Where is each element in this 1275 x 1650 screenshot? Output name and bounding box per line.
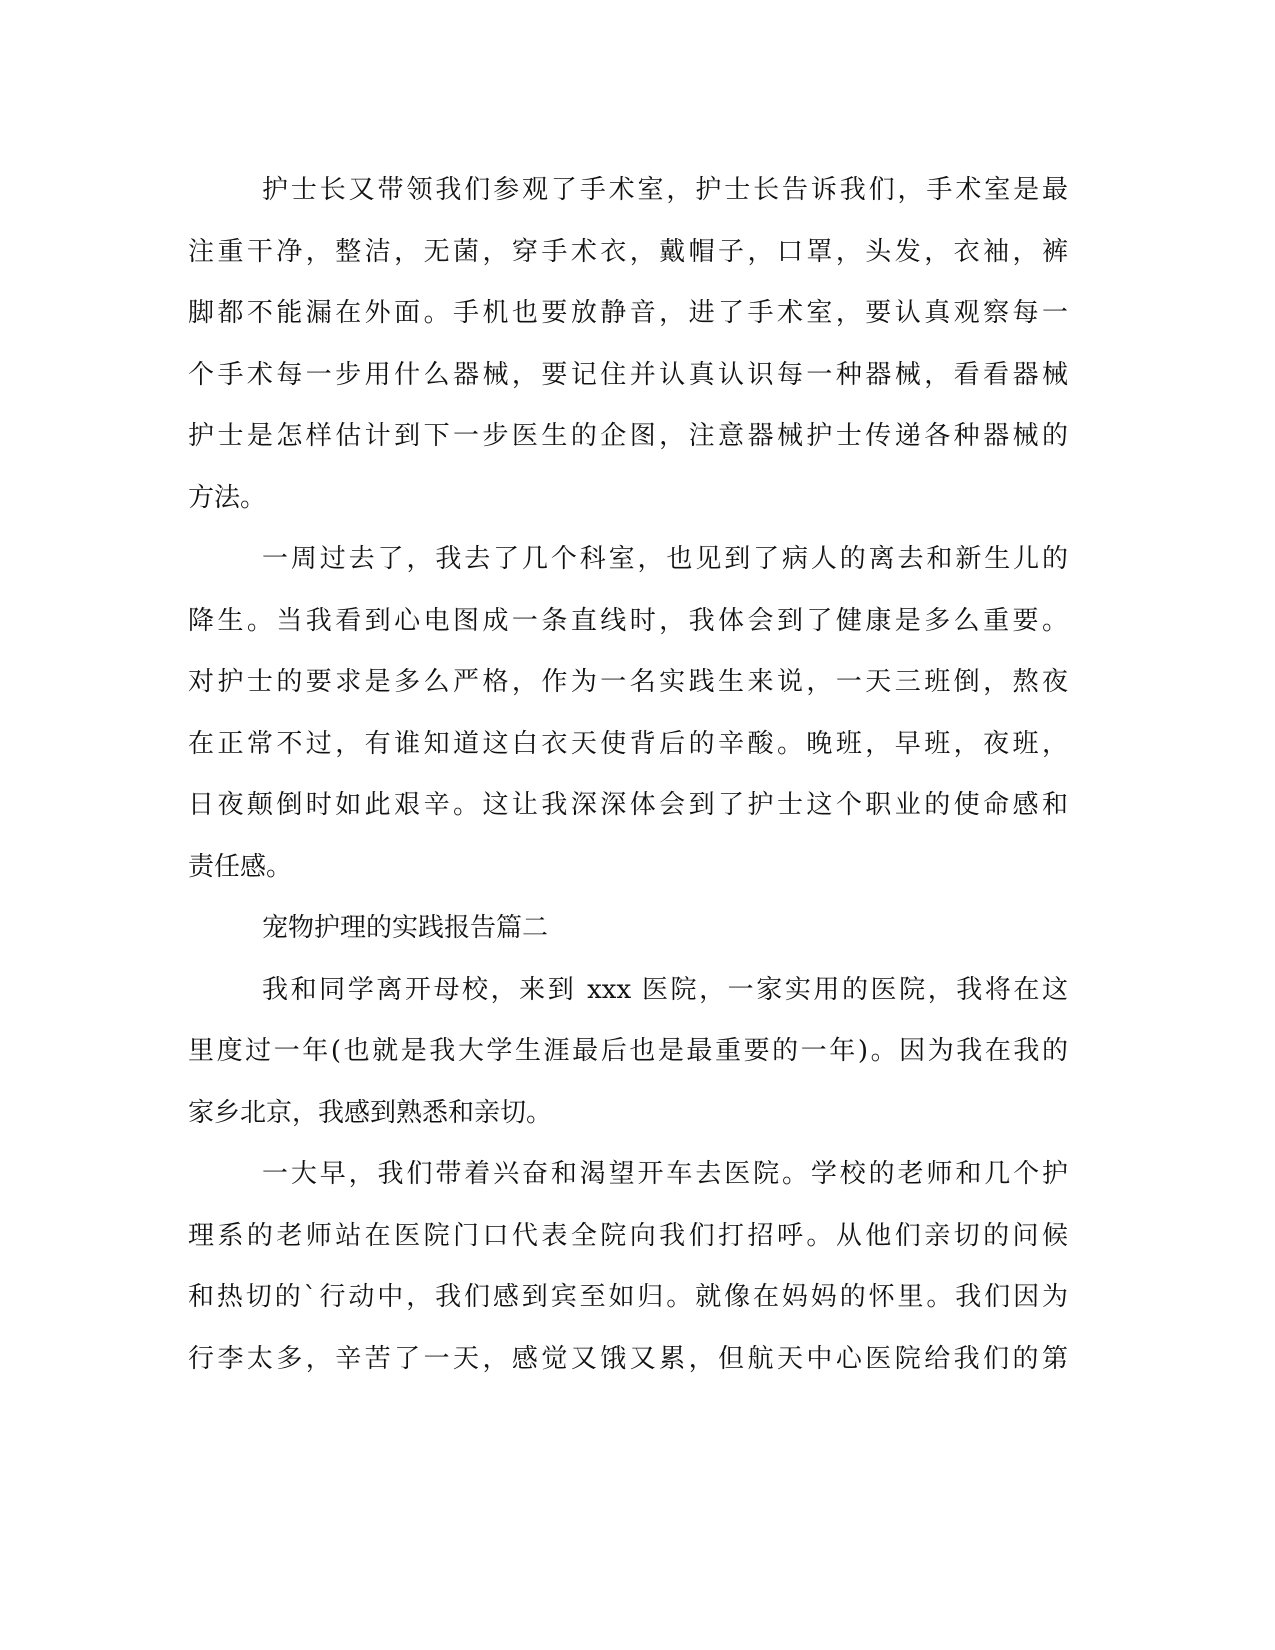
text-line: 一大早，我们带着兴奋和渴望开车去医院。学校的老师和几个护	[262, 1159, 1068, 1189]
text-line: 护士是怎样估计到下一步医生的企图，注意器械护士传递各种器械的	[188, 421, 1068, 451]
text-line: 注重干净，整洁，无菌，穿手术衣，戴帽子，口罩，头发，衣袖，裤	[188, 236, 1068, 267]
text-line: 一周过去了，我去了几个科室，也见到了病人的离去和新生儿的	[262, 544, 1068, 574]
text-line: 行李太多，辛苦了一天，感觉又饿又累，但航天中心医院给我们的第	[188, 1343, 1068, 1374]
section-heading: 宠物护理的实践报告篇二	[262, 913, 549, 943]
text-line: 和热切的`行动中，我们感到宾至如归。就像在妈妈的怀里。我们因为	[188, 1282, 1068, 1312]
text-line: 方法。	[188, 482, 267, 513]
text-line: 责任感。	[188, 851, 293, 882]
text-line: 降生。当我看到心电图成一条直线时，我体会到了健康是多么重要。	[188, 605, 1068, 636]
text-line: 脚都不能漏在外面。手机也要放静音，进了手术室，要认真观察每一	[188, 298, 1068, 328]
text-line: 在正常不过，有谁知道这白衣天使背后的辛酸。晚班，早班，夜班，	[188, 728, 1068, 759]
text-line: 我和同学离开母校，来到 xxx 医院，一家实用的医院，我将在这	[262, 974, 1068, 1005]
text-line: 个手术每一步用什么器械，要记住并认真认识每一种器械，看看器械	[188, 359, 1068, 390]
text-line: 家乡北京，我感到熟悉和亲切。	[188, 1097, 553, 1128]
text-line: 里度过一年(也就是我大学生涯最后也是最重要的一年)。因为我在我的	[188, 1036, 1068, 1066]
text-line: 理系的老师站在医院门口代表全院向我们打招呼。从他们亲切的问候	[188, 1220, 1068, 1251]
document-body	[188, 160, 1068, 1390]
text-line: 护士长又带领我们参观了手术室，护士长告诉我们，手术室是最	[262, 175, 1068, 205]
text-line: 日夜颠倒时如此艰辛。这让我深深体会到了护士这个职业的使命感和	[188, 790, 1068, 820]
text-line: 对护士的要求是多么严格，作为一名实践生来说，一天三班倒，熬夜	[188, 667, 1068, 697]
